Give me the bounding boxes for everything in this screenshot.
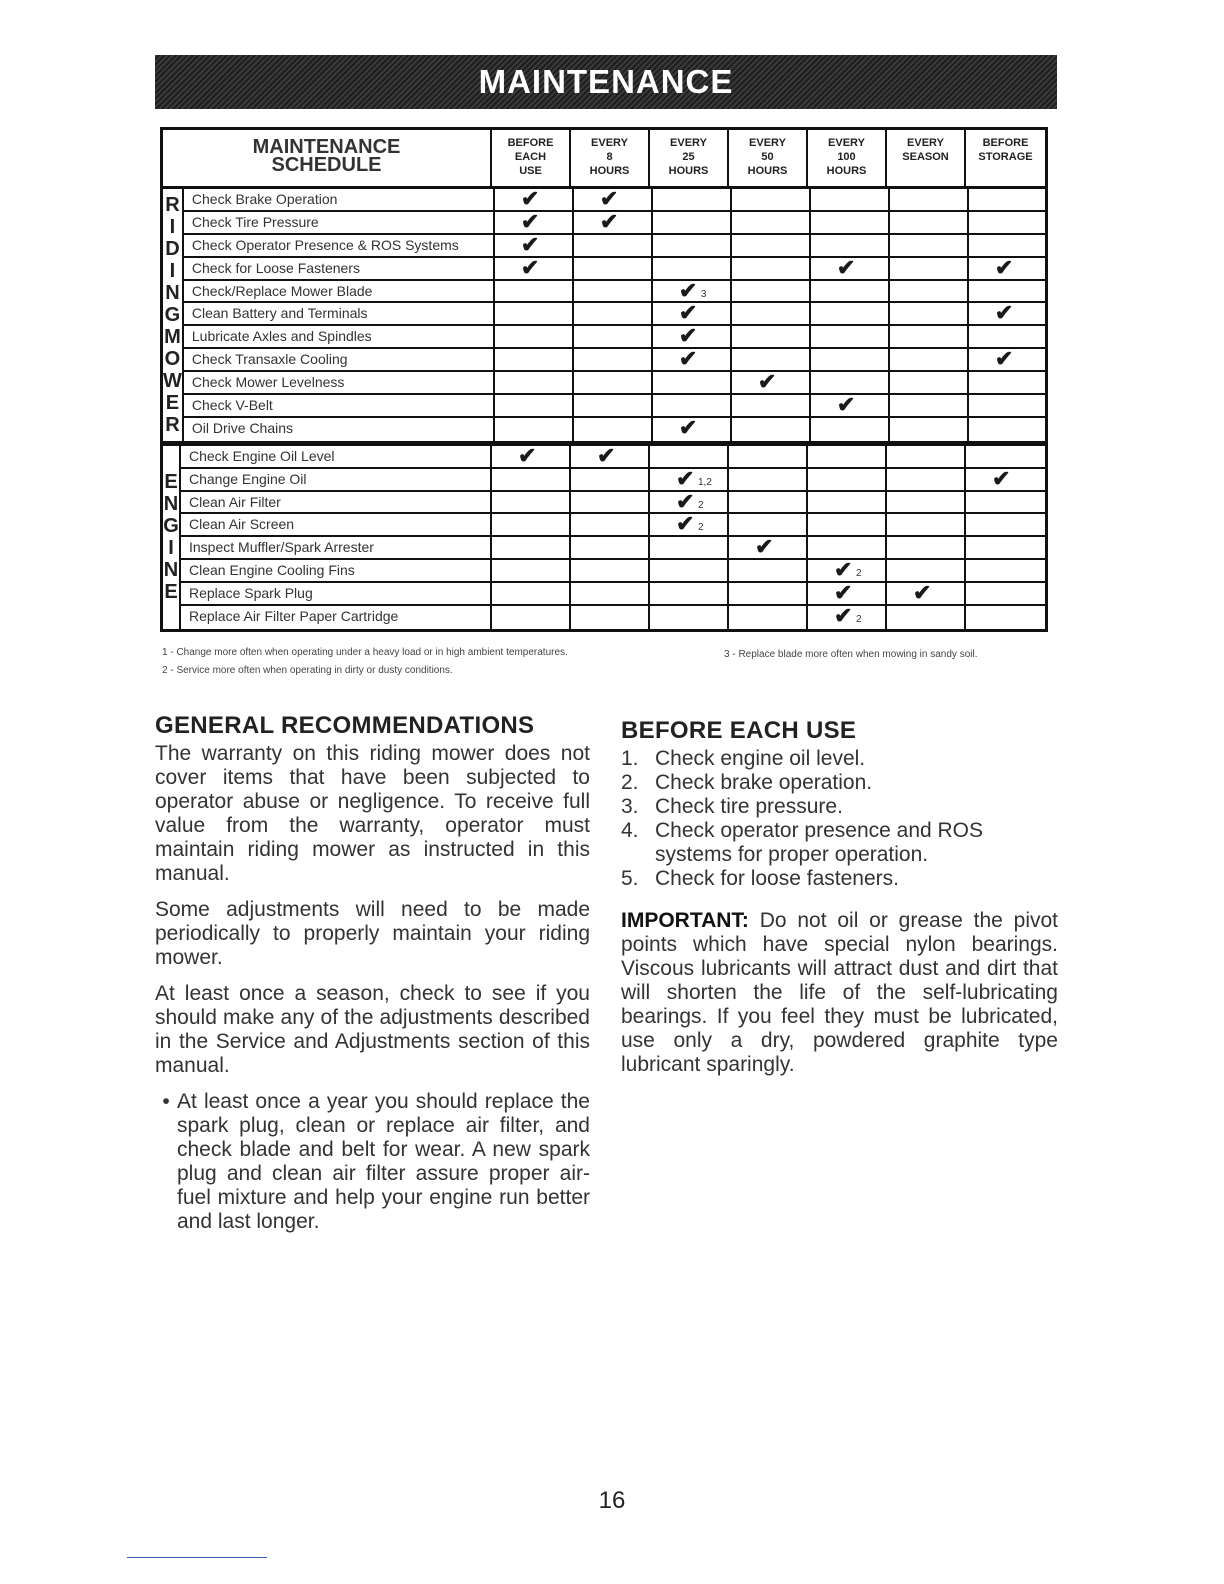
schedule-cell bbox=[492, 537, 571, 558]
task-label: Check V-Belt bbox=[184, 395, 495, 416]
table-row bbox=[181, 580, 1045, 606]
checkmark-icon: ✔ bbox=[836, 392, 856, 418]
schedule-cell bbox=[811, 235, 890, 256]
schedule-cell bbox=[969, 300, 1048, 326]
checkmark-icon: ✔ bbox=[676, 511, 695, 537]
schedule-cell bbox=[966, 446, 1045, 467]
schedule-cell bbox=[574, 395, 653, 416]
footnote-ref: 3 bbox=[700, 288, 707, 300]
schedule-cell bbox=[495, 418, 574, 441]
schedule-cell bbox=[966, 560, 1045, 581]
schedule-cell bbox=[571, 514, 650, 535]
table-title bbox=[163, 130, 492, 186]
list-item bbox=[621, 819, 1058, 867]
schedule-cell bbox=[890, 418, 969, 441]
schedule-cell bbox=[732, 189, 811, 210]
schedule-cell bbox=[890, 189, 969, 210]
side-letter: W bbox=[163, 369, 182, 392]
task-label: Check Brake Operation bbox=[184, 189, 495, 210]
schedule-cell bbox=[732, 281, 811, 302]
schedule-cell bbox=[966, 492, 1045, 513]
column-header bbox=[650, 130, 729, 186]
schedule-cell bbox=[811, 392, 890, 418]
side-letter: G bbox=[163, 515, 179, 538]
schedule-cell bbox=[574, 349, 653, 370]
step-text: Check brake operation. bbox=[655, 771, 873, 794]
general-bullet-item bbox=[155, 1090, 590, 1234]
table-row bbox=[184, 392, 1048, 418]
schedule-cell bbox=[571, 583, 650, 604]
checkmark-icon: ✔ bbox=[520, 231, 540, 257]
schedule-cell bbox=[650, 537, 729, 558]
schedule-cell bbox=[495, 254, 574, 280]
schedule-cell bbox=[966, 537, 1045, 558]
task-label: Check Engine Oil Level bbox=[181, 446, 492, 467]
schedule-cell bbox=[729, 514, 808, 535]
footnote-2: 2 - Service more often when operating in dirty or dusty conditions. bbox=[162, 665, 453, 676]
general-recommendations-section bbox=[155, 712, 590, 1234]
schedule-cell bbox=[811, 303, 890, 324]
side-letter: N bbox=[163, 493, 179, 516]
schedule-cell bbox=[574, 326, 653, 347]
before-each-use-section bbox=[621, 717, 1058, 1077]
task-label: Clean Air Filter bbox=[181, 492, 492, 513]
schedule-cell bbox=[890, 349, 969, 370]
table-row bbox=[181, 442, 1045, 469]
schedule-cell bbox=[808, 537, 887, 558]
schedule-cell bbox=[811, 418, 890, 441]
checkmark-icon: ✔ bbox=[834, 580, 853, 606]
column-header-line: EACH bbox=[514, 151, 547, 163]
checkmark-icon: ✔ bbox=[678, 277, 698, 303]
side-letter: N bbox=[165, 281, 180, 304]
schedule-cell bbox=[492, 514, 571, 535]
column-header-line: 25 bbox=[682, 151, 695, 163]
schedule-cell bbox=[969, 212, 1048, 233]
checkmark-icon: ✔ bbox=[518, 442, 537, 468]
schedule-cell bbox=[729, 534, 808, 560]
schedule-cell bbox=[574, 418, 653, 441]
schedule-cell bbox=[653, 300, 732, 326]
footnote-ref: 2 bbox=[698, 522, 704, 534]
schedule-cell bbox=[732, 326, 811, 347]
column-header-line: HOURS bbox=[589, 165, 630, 177]
checkmark-icon: ✔ bbox=[678, 300, 698, 326]
banner-title: MAINTENANCE bbox=[478, 63, 734, 100]
checkmark-icon: ✔ bbox=[836, 254, 856, 280]
checkmark-icon: ✔ bbox=[755, 534, 774, 560]
list-item bbox=[621, 795, 1058, 819]
schedule-cell bbox=[890, 372, 969, 393]
schedule-cell bbox=[653, 258, 732, 279]
schedule-cell bbox=[495, 208, 574, 234]
schedule-cell bbox=[887, 469, 966, 490]
side-letter: E bbox=[165, 391, 180, 414]
schedule-cell bbox=[966, 606, 1045, 629]
table-title-line2: SCHEDULE bbox=[271, 154, 382, 176]
column-header-line: HOURS bbox=[668, 165, 709, 177]
bullet-dot: • bbox=[162, 1090, 170, 1113]
table-row bbox=[184, 208, 1048, 235]
schedule-cell bbox=[808, 603, 887, 629]
table-row bbox=[181, 511, 1045, 537]
schedule-cell bbox=[571, 469, 650, 490]
schedule-cell bbox=[808, 580, 887, 606]
general-paragraph-1: The warranty on this riding mower does not cover items that have been subjected to operator abuse or negligence. To receive full value from the warranty, operator must maintain riding mower as instructed in this manual. bbox=[155, 742, 590, 885]
schedule-cell bbox=[811, 349, 890, 370]
side-letter: G bbox=[164, 303, 181, 326]
column-header-line: STORAGE bbox=[978, 151, 1033, 163]
maintenance-banner bbox=[155, 55, 1057, 109]
schedule-cell bbox=[650, 560, 729, 581]
step-number: 3. bbox=[621, 795, 639, 818]
schedule-cell bbox=[969, 418, 1048, 441]
schedule-cell bbox=[808, 557, 887, 583]
table-title-line1: MAINTENANCE bbox=[252, 136, 401, 158]
schedule-cell bbox=[574, 235, 653, 256]
footnote-ref: 2 bbox=[856, 614, 862, 626]
schedule-cell bbox=[653, 346, 732, 372]
schedule-cell bbox=[653, 414, 732, 441]
column-header-line: SEASON bbox=[902, 151, 949, 163]
task-label: Check Mower Levelness bbox=[184, 372, 495, 393]
schedule-cell bbox=[811, 326, 890, 347]
footnote-ref: 1,2 bbox=[698, 476, 712, 488]
schedule-cell bbox=[650, 606, 729, 629]
table-row bbox=[181, 603, 1045, 629]
schedule-cell bbox=[650, 583, 729, 604]
column-header bbox=[571, 130, 650, 186]
schedule-cell bbox=[574, 186, 653, 211]
footnote-1: 1 - Change more often when operating under a heavy load or in high ambient temperatures. bbox=[162, 647, 568, 658]
column-header-line: 50 bbox=[761, 151, 774, 163]
schedule-cell bbox=[890, 281, 969, 302]
task-label: Clean Air Screen bbox=[181, 514, 492, 535]
section-side-label bbox=[163, 189, 184, 441]
schedule-cell bbox=[495, 186, 574, 211]
side-letter: I bbox=[169, 259, 176, 282]
schedule-cell bbox=[887, 560, 966, 581]
important-note bbox=[621, 909, 1058, 1077]
checkmark-icon: ✔ bbox=[994, 254, 1014, 280]
task-label: Check Operator Presence & ROS Systems bbox=[184, 235, 495, 256]
column-header-line: HOURS bbox=[747, 165, 788, 177]
general-heading: GENERAL RECOMMENDATIONS bbox=[155, 712, 535, 739]
schedule-cell bbox=[811, 254, 890, 280]
footnote-ref: 2 bbox=[698, 499, 704, 511]
schedule-cell bbox=[811, 189, 890, 210]
schedule-cell bbox=[732, 258, 811, 279]
schedule-cell bbox=[574, 208, 653, 234]
side-letter: R bbox=[165, 193, 180, 216]
table-row bbox=[184, 300, 1048, 326]
schedule-cell bbox=[969, 254, 1048, 280]
schedule-cell bbox=[729, 606, 808, 629]
side-letter: E bbox=[164, 471, 178, 494]
schedule-cell bbox=[571, 560, 650, 581]
table-row bbox=[184, 346, 1048, 372]
schedule-cell bbox=[571, 537, 650, 558]
schedule-cell bbox=[966, 583, 1045, 604]
checkmark-icon: ✔ bbox=[597, 442, 616, 468]
checkmark-icon: ✔ bbox=[520, 208, 540, 234]
task-label: Check for Loose Fasteners bbox=[184, 258, 495, 279]
schedule-cell bbox=[969, 281, 1048, 302]
schedule-cell bbox=[732, 349, 811, 370]
schedule-cell bbox=[890, 235, 969, 256]
schedule-cell bbox=[495, 372, 574, 393]
schedule-cell bbox=[887, 514, 966, 535]
task-label: Inspect Muffler/Spark Arrester bbox=[181, 537, 492, 558]
schedule-cell bbox=[495, 395, 574, 416]
schedule-cell bbox=[574, 258, 653, 279]
bullet-text: At least once a year you should replace the spark plug, clean or replace air filter, and check blade and belt for wear. A new spark plug and clean air filter assure proper air-fuel mixture and help your engine run better and last longer. bbox=[177, 1090, 590, 1233]
schedule-cell bbox=[495, 281, 574, 302]
schedule-cell bbox=[732, 235, 811, 256]
schedule-cell bbox=[650, 446, 729, 467]
schedule-cell bbox=[653, 189, 732, 210]
checkmark-icon: ✔ bbox=[676, 465, 695, 491]
schedule-cell bbox=[492, 560, 571, 581]
side-letter: I bbox=[169, 215, 176, 238]
schedule-cell bbox=[729, 583, 808, 604]
side-letter: E bbox=[164, 581, 178, 604]
maintenance-schedule-table bbox=[160, 127, 1048, 632]
schedule-cell bbox=[653, 323, 732, 349]
schedule-cell bbox=[969, 372, 1048, 393]
schedule-cell bbox=[890, 326, 969, 347]
column-header-line: EVERY bbox=[907, 137, 944, 149]
general-paragraph-3: At least once a season, check to see if you should make any of the adjustments described in the Service and Adjustments section of this manual. bbox=[155, 982, 590, 1077]
checkmark-icon: ✔ bbox=[994, 300, 1014, 326]
schedule-cell bbox=[729, 469, 808, 490]
side-letter: R bbox=[165, 413, 180, 436]
step-number: 1. bbox=[621, 747, 639, 770]
schedule-cell bbox=[887, 492, 966, 513]
schedule-cell bbox=[492, 442, 571, 468]
step-text: Check engine oil level. bbox=[655, 747, 866, 770]
checkmark-icon: ✔ bbox=[994, 346, 1014, 372]
schedule-cell bbox=[495, 326, 574, 347]
checkmark-icon: ✔ bbox=[678, 323, 698, 349]
step-text: Check for loose fasteners. bbox=[655, 867, 899, 890]
schedule-cell bbox=[492, 583, 571, 604]
task-label: Lubricate Axles and Spindles bbox=[184, 326, 495, 347]
column-header-line: HOURS bbox=[826, 165, 867, 177]
checkmark-icon: ✔ bbox=[599, 208, 619, 234]
schedule-cell bbox=[650, 465, 729, 491]
column-header bbox=[808, 130, 887, 186]
schedule-cell bbox=[887, 537, 966, 558]
important-label: IMPORTANT: bbox=[621, 909, 749, 932]
schedule-cell bbox=[808, 514, 887, 535]
schedule-cell bbox=[887, 606, 966, 629]
schedule-cell bbox=[574, 303, 653, 324]
task-label: Check/Replace Mower Blade bbox=[184, 281, 495, 302]
column-header bbox=[966, 130, 1045, 186]
column-header-line: BEFORE bbox=[982, 137, 1029, 149]
schedule-cell bbox=[811, 212, 890, 233]
schedule-cell bbox=[887, 446, 966, 467]
schedule-cell bbox=[571, 442, 650, 468]
list-item bbox=[621, 771, 1058, 795]
schedule-cell bbox=[969, 235, 1048, 256]
schedule-cell bbox=[653, 277, 732, 303]
table-row bbox=[181, 534, 1045, 560]
checkmark-icon: ✔ bbox=[678, 414, 698, 440]
page-number: 16 bbox=[598, 1487, 626, 1514]
table-row bbox=[184, 414, 1048, 441]
schedule-cell bbox=[650, 511, 729, 537]
schedule-cell bbox=[969, 326, 1048, 347]
table-row bbox=[184, 369, 1048, 395]
column-header-line: EVERY bbox=[749, 137, 786, 149]
checkmark-icon: ✔ bbox=[520, 186, 540, 211]
important-text: Do not oil or grease the pivot points which have special nylon bearings. Viscous lubricants will attract dust and dirt that will shorten the life of the self-lubricating bearings. If you feel they must be lubricated, use only a dry, powdered graphite type lubricant sparingly. bbox=[621, 909, 1058, 1076]
schedule-cell bbox=[732, 212, 811, 233]
schedule-cell bbox=[887, 580, 966, 606]
schedule-cell bbox=[650, 488, 729, 514]
riding-mower-section bbox=[163, 186, 1045, 441]
checkmark-icon: ✔ bbox=[834, 557, 853, 583]
schedule-cell bbox=[890, 212, 969, 233]
task-label: Oil Drive Chains bbox=[184, 418, 495, 441]
step-text: Check operator presence and ROS systems for proper operation. bbox=[655, 819, 984, 866]
schedule-cell bbox=[808, 492, 887, 513]
schedule-cell bbox=[653, 372, 732, 393]
schedule-cell bbox=[808, 469, 887, 490]
step-number: 2. bbox=[621, 771, 639, 794]
task-label: Clean Battery and Terminals bbox=[184, 303, 495, 324]
column-header-line: BEFORE bbox=[507, 137, 554, 149]
checkmark-icon: ✔ bbox=[913, 580, 932, 606]
schedule-cell bbox=[811, 281, 890, 302]
schedule-cell bbox=[811, 372, 890, 393]
schedule-cell bbox=[729, 446, 808, 467]
checkmark-icon: ✔ bbox=[757, 369, 777, 395]
table-row bbox=[184, 254, 1048, 281]
side-letter: N bbox=[163, 559, 179, 582]
list-item bbox=[621, 747, 1058, 771]
column-header-line: EVERY bbox=[591, 137, 628, 149]
schedule-cell bbox=[492, 469, 571, 490]
side-letter: I bbox=[168, 537, 174, 560]
schedule-cell bbox=[729, 560, 808, 581]
table-row bbox=[184, 323, 1048, 349]
schedule-cell bbox=[653, 235, 732, 256]
task-label: Clean Engine Cooling Fins bbox=[181, 560, 492, 581]
checkmark-icon: ✔ bbox=[676, 488, 695, 514]
task-label: Replace Air Filter Paper Cartridge bbox=[181, 606, 492, 629]
schedule-cell bbox=[969, 346, 1048, 372]
column-header bbox=[887, 130, 966, 186]
schedule-cell bbox=[571, 606, 650, 629]
step-number: 5. bbox=[621, 867, 639, 890]
task-label: Change Engine Oil bbox=[181, 469, 492, 490]
side-letter: O bbox=[164, 347, 181, 370]
schedule-cell bbox=[574, 372, 653, 393]
column-header-line: EVERY bbox=[828, 137, 865, 149]
before-use-heading: BEFORE EACH USE bbox=[621, 717, 857, 744]
schedule-cell bbox=[653, 395, 732, 416]
schedule-cell bbox=[495, 303, 574, 324]
schedule-cell bbox=[890, 395, 969, 416]
schedule-cell bbox=[966, 465, 1045, 491]
general-paragraph-2: Some adjustments will need to be made periodically to properly maintain your riding mower. bbox=[155, 898, 590, 969]
engine-section bbox=[163, 441, 1045, 629]
schedule-cell bbox=[729, 492, 808, 513]
table-header-row bbox=[163, 130, 1045, 189]
table-row bbox=[184, 277, 1048, 304]
schedule-cell bbox=[808, 446, 887, 467]
table-row bbox=[181, 465, 1045, 492]
checkmark-icon: ✔ bbox=[992, 465, 1011, 491]
step-text: Check tire pressure. bbox=[655, 795, 843, 818]
before-use-steps bbox=[621, 747, 1058, 891]
checkmark-icon: ✔ bbox=[599, 186, 619, 211]
schedule-cell bbox=[495, 349, 574, 370]
schedule-cell bbox=[969, 189, 1048, 210]
list-item bbox=[621, 867, 1058, 891]
checkmark-icon: ✔ bbox=[520, 254, 540, 280]
column-header bbox=[729, 130, 808, 186]
schedule-cell bbox=[890, 303, 969, 324]
table-row bbox=[184, 231, 1048, 258]
schedule-cell bbox=[969, 395, 1048, 416]
schedule-cell bbox=[653, 212, 732, 233]
task-label: Check Transaxle Cooling bbox=[184, 349, 495, 370]
column-header-line: EVERY bbox=[670, 137, 707, 149]
schedule-cell bbox=[495, 231, 574, 257]
schedule-cell bbox=[966, 514, 1045, 535]
checkmark-icon: ✔ bbox=[678, 346, 698, 372]
task-label: Replace Spark Plug bbox=[181, 583, 492, 604]
schedule-cell bbox=[732, 395, 811, 416]
schedule-cell bbox=[492, 492, 571, 513]
column-header-line: USE bbox=[519, 165, 542, 177]
section-side-label bbox=[163, 446, 181, 629]
task-label: Check Tire Pressure bbox=[184, 212, 495, 233]
schedule-cell bbox=[492, 606, 571, 629]
schedule-cell bbox=[732, 369, 811, 395]
step-number: 4. bbox=[621, 819, 639, 842]
corner-rule bbox=[127, 1557, 267, 1558]
schedule-cell bbox=[732, 303, 811, 324]
footnote-ref: 2 bbox=[856, 568, 862, 580]
column-header-line: 100 bbox=[837, 151, 856, 163]
schedule-cell bbox=[890, 258, 969, 279]
schedule-cell bbox=[571, 492, 650, 513]
schedule-cell bbox=[574, 281, 653, 302]
column-header bbox=[492, 130, 571, 186]
footnote-3: 3 - Replace blade more often when mowing in sandy soil. bbox=[724, 649, 978, 660]
checkmark-icon: ✔ bbox=[834, 603, 853, 629]
schedule-cell bbox=[732, 418, 811, 441]
column-header-line: 8 bbox=[606, 151, 613, 163]
table-row bbox=[181, 488, 1045, 515]
side-letter: D bbox=[165, 237, 180, 260]
side-letter: M bbox=[164, 325, 181, 348]
